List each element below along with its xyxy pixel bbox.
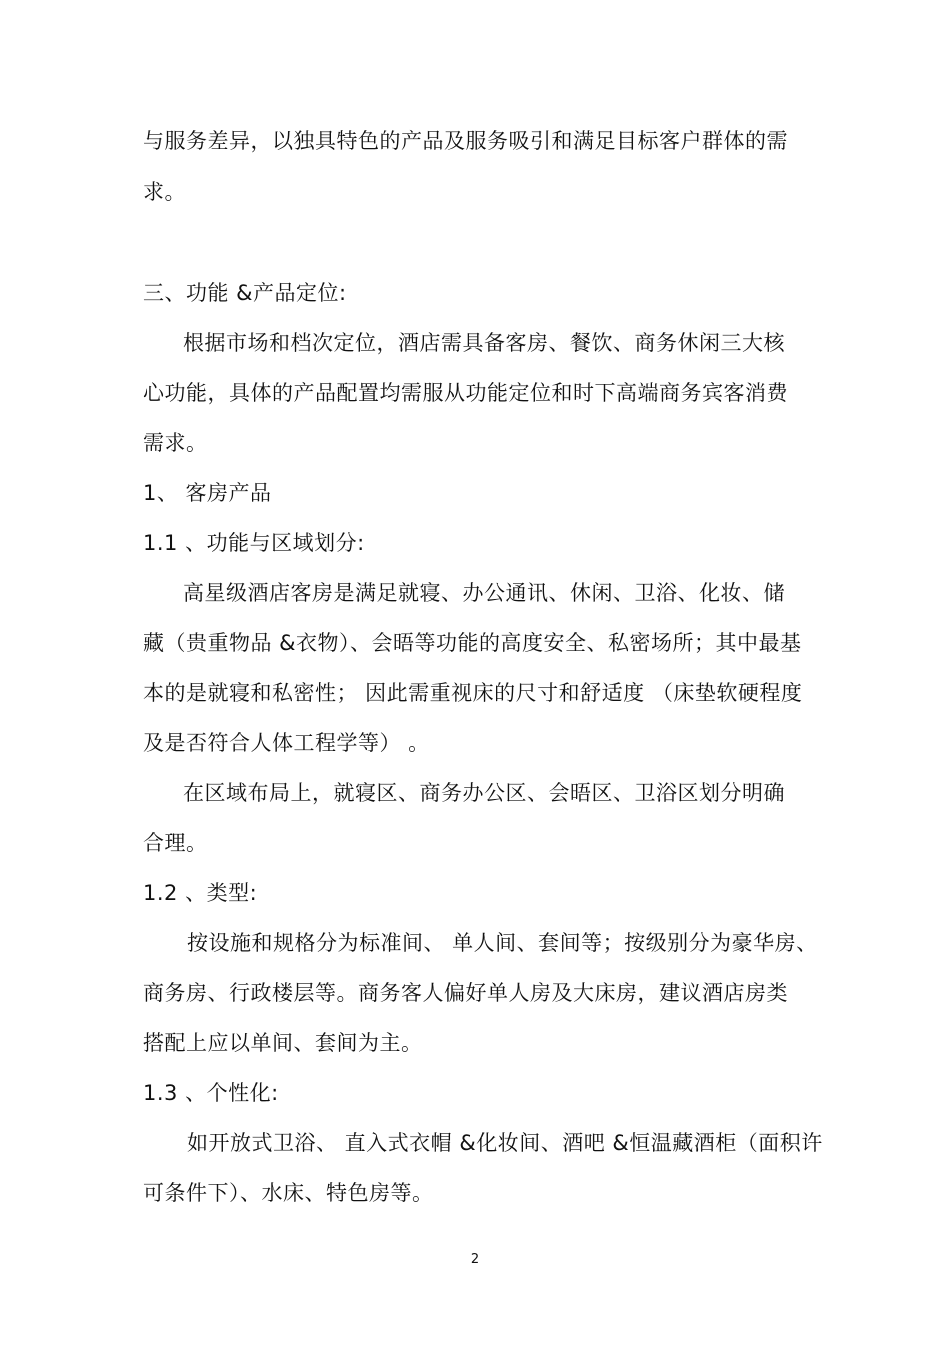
subsection-heading: 1、 客房产品 <box>143 481 272 505</box>
paragraph-line: 搭配上应以单间、套间为主。 <box>143 1031 423 1055</box>
subsection-heading: 1.3 、个性化: <box>143 1081 279 1105</box>
paragraph-line: 与服务差异，以独具特色的产品及服务吸引和满足目标客户群体的需 <box>143 129 788 153</box>
section-heading: 三、功能 &产品定位: <box>143 281 347 305</box>
paragraph-line: 商务房、行政楼层等。商务客人偏好单人房及大床房，建议酒店房类 <box>143 981 788 1005</box>
page-number: 2 <box>470 1252 480 1267</box>
paragraph-line: 心功能，具体的产品配置均需服从功能定位和时下高端商务宾客消费 <box>143 381 788 405</box>
paragraph-line: 需求。 <box>143 431 208 455</box>
paragraph-line: 可条件下）、水床、特色房等。 <box>143 1181 434 1205</box>
paragraph-line: 合理。 <box>143 831 208 855</box>
paragraph-line: 在区域布局上，就寝区、商务办公区、会晤区、卫浴区划分明确 <box>183 781 785 805</box>
subsection-heading: 1.1 、功能与区域划分: <box>143 531 365 555</box>
paragraph-line: 高星级酒店客房是满足就寝、办公通讯、休闲、卫浴、化妆、储 <box>183 581 785 605</box>
paragraph-line: 求。 <box>143 180 186 204</box>
paragraph-line: 如开放式卫浴、 直入式衣帽 &化妆间、酒吧 &恒温藏酒柜（面积许 <box>187 1131 823 1155</box>
paragraph-line: 根据市场和档次定位，酒店需具备客房、餐饮、商务休闲三大核 <box>183 331 785 355</box>
subsection-heading: 1.2 、类型: <box>143 881 258 905</box>
paragraph-line: 及是否符合人体工程学等） 。 <box>143 731 430 755</box>
paragraph-line: 本的是就寝和私密性； 因此需重视床的尺寸和舒适度 （床垫软硬程度 <box>143 681 803 705</box>
paragraph-line: 藏（贵重物品 &衣物）、会晤等功能的高度安全、私密场所；其中最基 <box>143 631 802 655</box>
paragraph-line: 按设施和规格分为标准间、 单人间、套间等；按级别分为豪华房、 <box>187 931 818 955</box>
